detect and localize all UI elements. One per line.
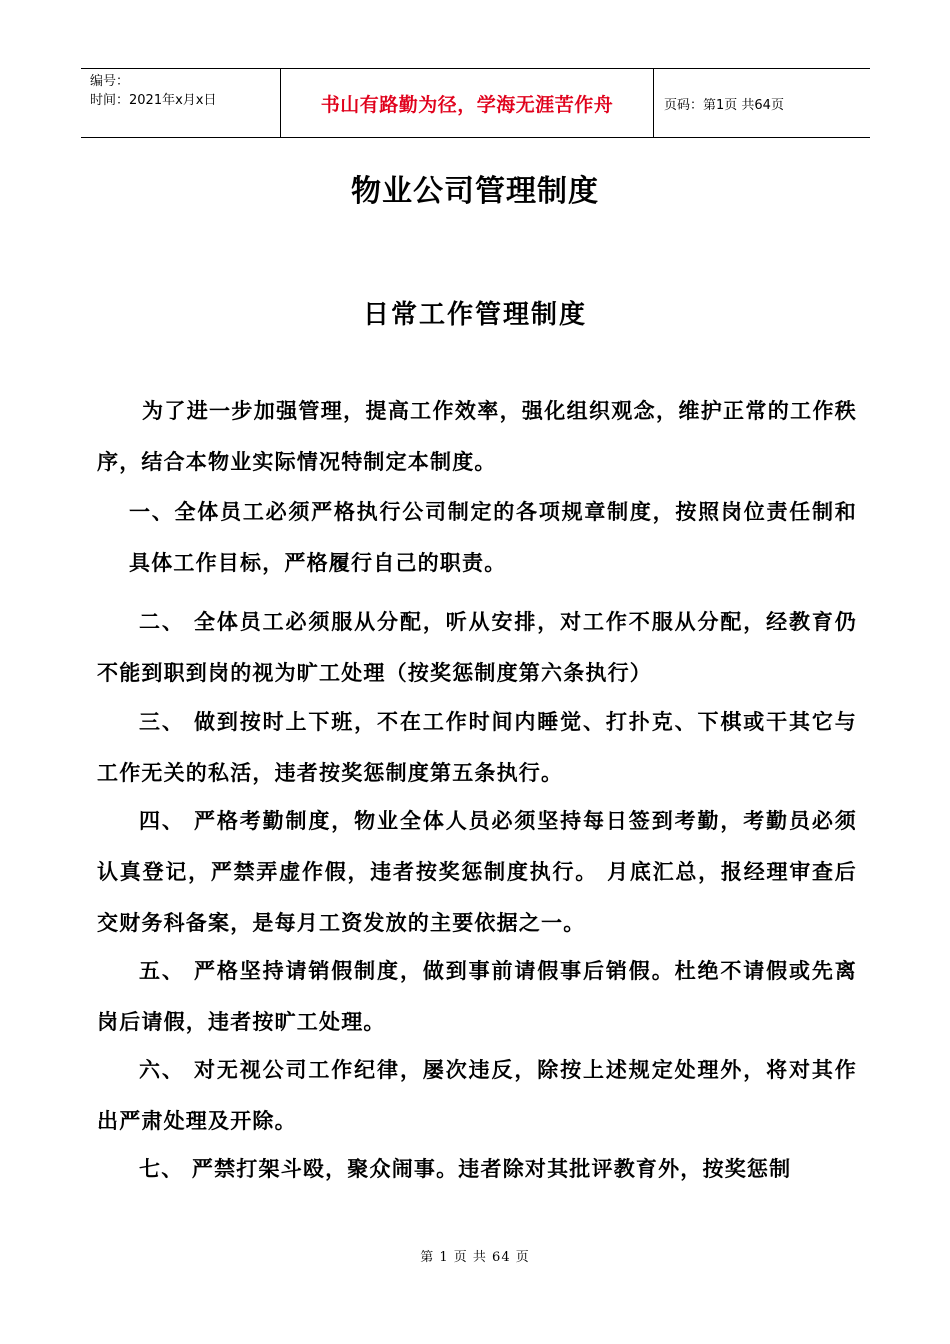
- rule-paragraph-5: 五、 严格坚持请销假制度，做到事前请假事后销假。杜绝不请假或先离岗后请假，违者按旷工处理。: [97, 958, 857, 1034]
- page-footer: 第 1 页 共 64 页: [420, 1250, 530, 1265]
- header-table: [81, 68, 870, 138]
- rule-paragraph-2: 二、 全体员工必须服从分配，听从安排，对工作不服从分配，经教育仍不能到职到岗的视为旷工处理（按奖惩制度第六条执行）: [97, 609, 857, 685]
- rule-paragraph-6: 六、 对无视公司工作纪律，屡次违反，除按上述规定处理外，将对其作出严肃处理及开除。: [97, 1057, 857, 1133]
- document-number-label: 编号：: [90, 74, 130, 89]
- rule-paragraph-3: 三、 做到按时上下班，不在工作时间内睡觉、打扑克、下棋或干其它与工作无关的私活，违者按奖惩制度第五条执行。: [97, 709, 857, 785]
- header-page-cell: [654, 69, 870, 137]
- header-motto-cell: [281, 69, 654, 137]
- document-title: 物业公司管理制度: [351, 174, 599, 209]
- header-motto: 书山有路勤为径，学海无涯苦作舟: [320, 93, 614, 116]
- rule-paragraph-1: 一、全体员工必须严格执行公司制定的各项规章制度，按照岗位责任制和具体工作目标，严格履行自己的职责。: [129, 499, 857, 575]
- header-meta-cell: [81, 69, 281, 137]
- rule-paragraph-4: 四、 严格考勤制度，物业全体人员必须坚持每日签到考勤，考勤员必须认真登记，严禁弄虚作假，违者按奖惩制度执行。 月底汇总，报经理审查后交财务科备案，是每月工资发放的主要依据之一。: [97, 808, 857, 935]
- header-page-info: 页码：第1页 共64页: [664, 97, 784, 113]
- intro-paragraph: 为了进一步加强管理，提高工作效率，强化组织观念，维护正常的工作秩序，结合本物业实际情况特制定本制度。: [97, 398, 857, 474]
- rule-paragraph-7: 七、 严禁打架斗殴，聚众闹事。违者除对其批评教育外，按奖惩制: [139, 1156, 792, 1181]
- document-time-label: 时间：2021年x月x日: [90, 93, 217, 108]
- section-title: 日常工作管理制度: [362, 300, 587, 330]
